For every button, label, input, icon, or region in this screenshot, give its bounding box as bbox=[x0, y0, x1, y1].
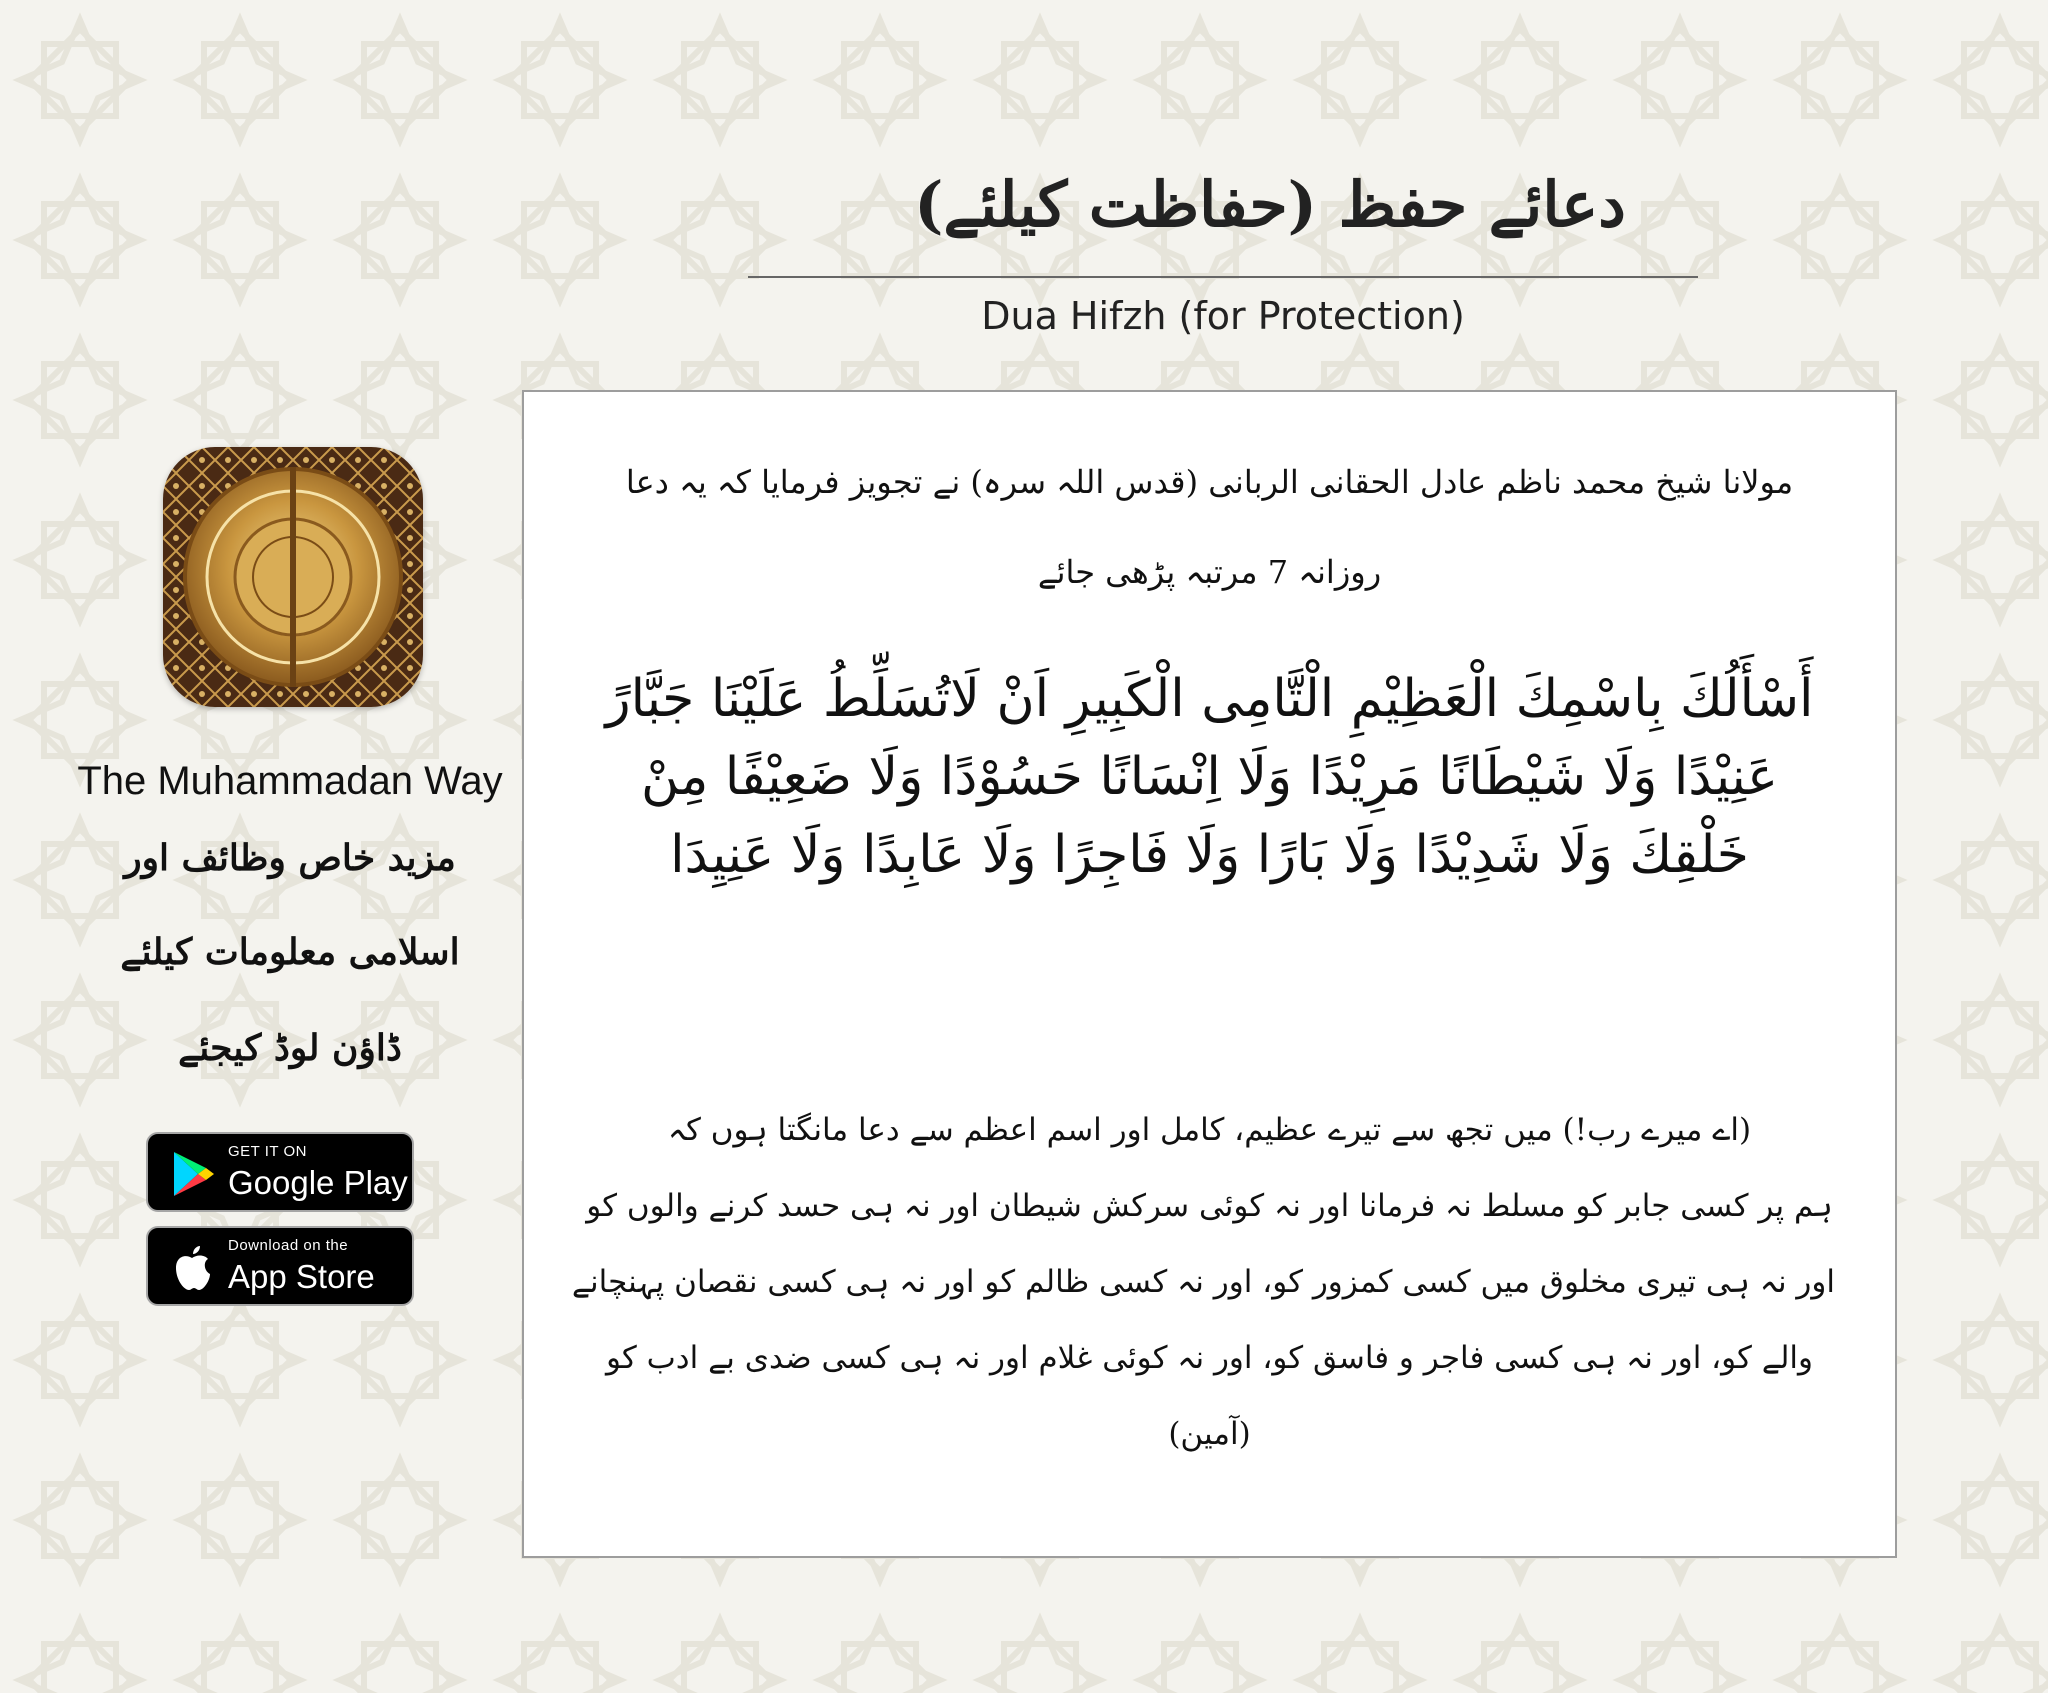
app-store-label: App Store bbox=[228, 1258, 375, 1295]
dua-arabic-text: أَسْأَلُكَ بِاسْمِكَ الْعَظِيْمِ الْتَّامِى الْكَبِيرِ اَنْ لَاتُسَلِّطُ عَلَيْنَا جَبَّارً عَنِيْدًا وَلَا شَيْطَانًا مَرِيْدًا وَلَا اِنْسَانًا حَسُوْدًا وَلَا ضَعِيْفًا مِنْ خَلْقِكَ وَلَا شَدِيْدًا وَلَا بَارًا وَلَا فَاجِرًا وَلَا عَابِدًا وَلَا عَنِيِدَا bbox=[605, 669, 1814, 885]
promo-line-3: ڈاؤن لوڈ کیجئے bbox=[178, 1027, 402, 1069]
madinah-gate-icon[interactable] bbox=[163, 447, 423, 707]
translation-line-3: اور نہ ہی تیری مخلوق میں کسی کمزور کو، اور نہ کسی ظالم کو اور نہ ہی کسی نقصان پہنچانے bbox=[571, 1264, 1835, 1300]
page-title-urdu: دعائے حفظ (حفاظت کیلئے) bbox=[914, 168, 1626, 241]
app-store-small-text: Download on the bbox=[228, 1237, 349, 1254]
translation-line-2: ہم پر کسی جابر کو مسلط نہ فرمانا اور نہ کوئی سرکش شیطان اور نہ ہی حسد کرنے والوں کو bbox=[586, 1188, 1833, 1224]
apple-icon bbox=[164, 1240, 220, 1296]
urdu-translation bbox=[571, 1092, 1835, 1472]
intro-line-1: مولانا شیخ محمد ناظم عادل الحقانی الربانی (قدس اللہ سرہ) نے تجویز فرمایا کہ یہ دعا bbox=[625, 463, 1794, 501]
translation-line-1: (اے میرے رب!) میں تجھ سے تیرے عظیم، کامل اور اسم اعظم سے دعا مانگتا ہوں کہ bbox=[667, 1112, 1752, 1148]
google-play-icon bbox=[164, 1146, 220, 1202]
ameen-text: (آمین) bbox=[1168, 1416, 1251, 1452]
google-play-small-text: GET IT ON bbox=[228, 1143, 307, 1160]
google-play-badge[interactable] bbox=[146, 1132, 414, 1212]
dua-content-panel bbox=[522, 390, 1897, 1558]
app-name: The Muhammadan Way bbox=[77, 759, 503, 803]
intro-line-2: روزانہ 7 مرتبہ پڑھی جائے bbox=[1037, 553, 1382, 591]
promo-line-2: اسلامی معلومات کیلئے bbox=[120, 931, 460, 973]
google-play-label: Google Play bbox=[228, 1164, 408, 1201]
promo-line-1: مزید خاص وظائف اور bbox=[124, 837, 456, 879]
translation-line-4: والے کو، اور نہ ہی کسی فاجر و فاسق کو، اور نہ کوئی غلام اور نہ ہی کسی ضدی بے ادب کو bbox=[606, 1340, 1813, 1376]
app-store-badge[interactable] bbox=[146, 1226, 414, 1306]
header-divider bbox=[748, 276, 1698, 278]
page-title-english: Dua Hifzh (for Protection) bbox=[981, 294, 1465, 338]
